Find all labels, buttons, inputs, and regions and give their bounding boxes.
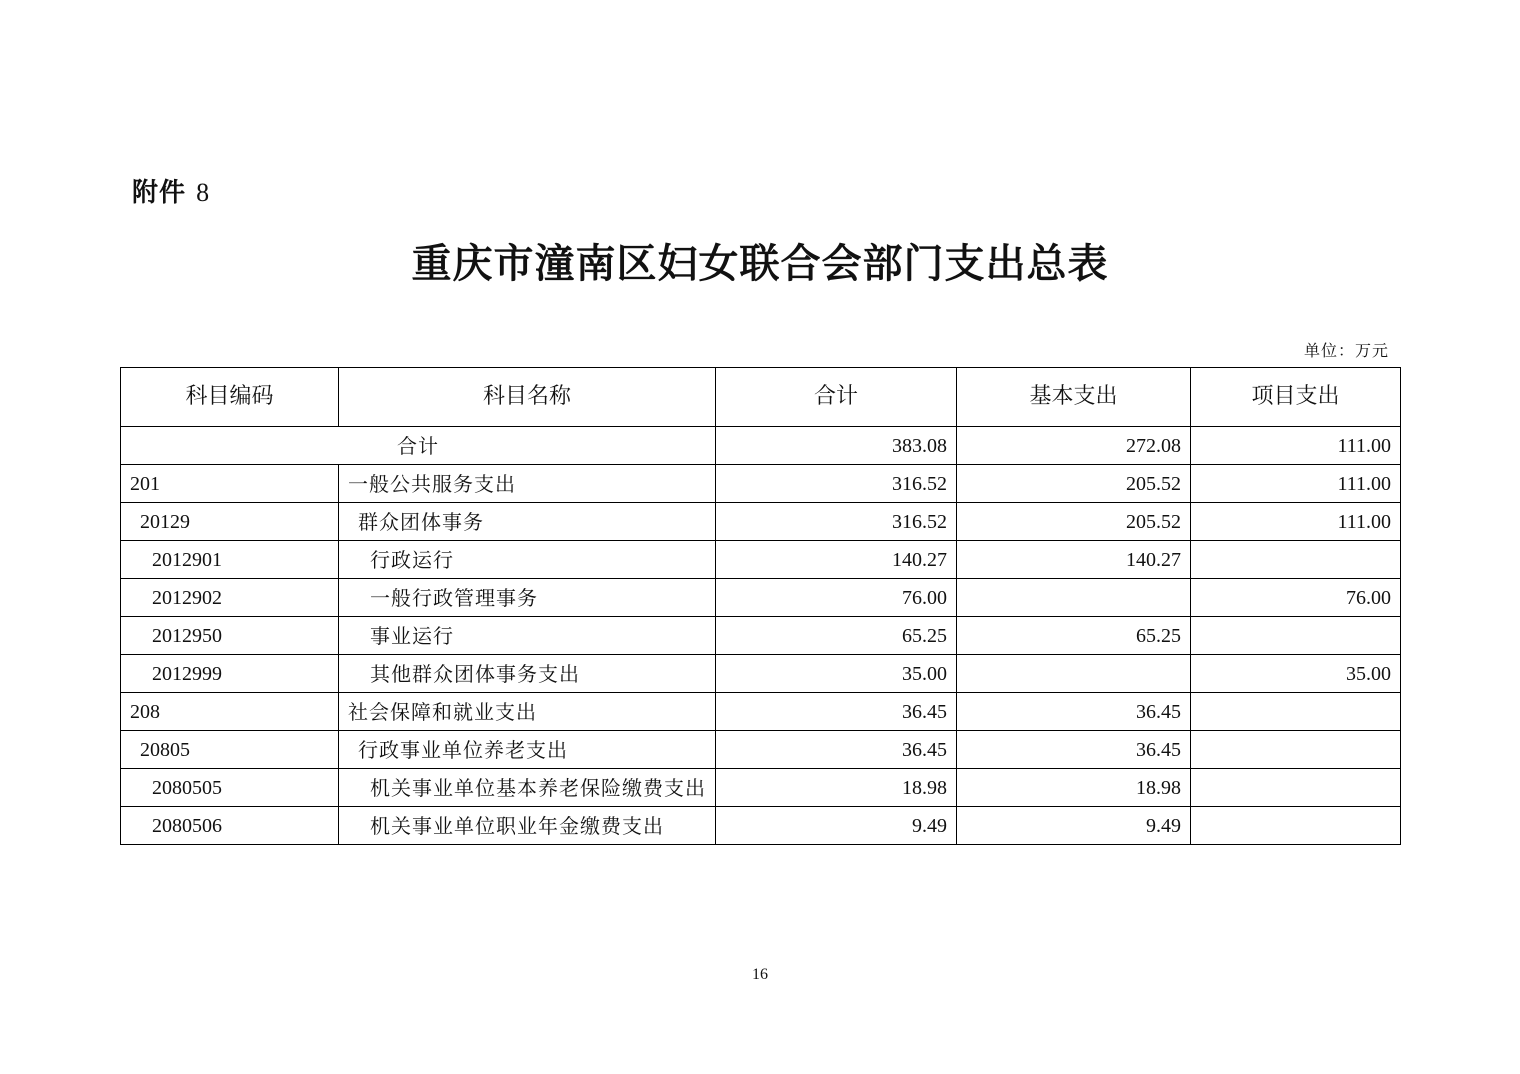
total-row [121,427,1401,465]
row-name: 机关事业单位职业年金缴费支出 [339,807,716,845]
row-name: 社会保障和就业支出 [339,693,716,731]
row-project [1191,693,1401,731]
expenditure-table [120,367,1401,845]
row-code: 2012950 [121,617,339,655]
row-project [1191,807,1401,845]
total-basic: 272.08 [957,427,1191,465]
row-name: 事业运行 [339,617,716,655]
row-total: 18.98 [716,769,957,807]
row-total: 316.52 [716,465,957,503]
row-basic: 140.27 [957,541,1191,579]
row-name: 行政运行 [339,541,716,579]
table-row [121,579,1401,617]
row-name: 其他群众团体事务支出 [339,655,716,693]
row-total: 35.00 [716,655,957,693]
row-total: 36.45 [716,731,957,769]
header-project: 项目支出 [1191,368,1401,427]
table-row [121,731,1401,769]
table-row [121,541,1401,579]
total-label: 合计 [121,427,716,465]
total-sum: 383.08 [716,427,957,465]
row-code: 2080505 [121,769,339,807]
row-code: 2080506 [121,807,339,845]
row-total: 9.49 [716,807,957,845]
row-basic [957,579,1191,617]
header-code: 科目编码 [121,368,339,427]
row-code: 2012999 [121,655,339,693]
table-row [121,503,1401,541]
page-number: 16 [752,966,768,983]
header-basic: 基本支出 [957,368,1191,427]
row-total: 65.25 [716,617,957,655]
row-total: 316.52 [716,503,957,541]
row-name: 一般公共服务支出 [339,465,716,503]
row-project [1191,731,1401,769]
row-name: 群众团体事务 [339,503,716,541]
attachment-number: 8 [196,178,211,207]
unit-label: 单位：万元 [1303,341,1389,360]
row-code: 20805 [121,731,339,769]
row-project [1191,617,1401,655]
header-total: 合计 [716,368,957,427]
row-total: 36.45 [716,693,957,731]
row-total: 76.00 [716,579,957,617]
row-basic: 18.98 [957,769,1191,807]
row-code: 208 [121,693,339,731]
row-project [1191,769,1401,807]
page-title: 重庆市潼南区妇女联合会部门支出总表 [411,240,1109,287]
attachment-label [132,172,210,209]
table-row [121,807,1401,845]
row-basic: 9.49 [957,807,1191,845]
row-project: 111.00 [1191,503,1401,541]
row-basic: 36.45 [957,693,1191,731]
table-row [121,617,1401,655]
attachment-text: 附件 [132,178,187,208]
row-project: 76.00 [1191,579,1401,617]
row-code: 2012901 [121,541,339,579]
row-basic: 205.52 [957,465,1191,503]
table-header-row [121,368,1401,427]
row-name: 行政事业单位养老支出 [339,731,716,769]
table-row [121,769,1401,807]
row-basic: 65.25 [957,617,1191,655]
row-total: 140.27 [716,541,957,579]
table-row [121,693,1401,731]
row-basic [957,655,1191,693]
row-name: 一般行政管理事务 [339,579,716,617]
row-basic: 36.45 [957,731,1191,769]
row-basic: 205.52 [957,503,1191,541]
row-code: 201 [121,465,339,503]
table-row [121,655,1401,693]
header-name: 科目名称 [339,368,716,427]
row-project: 35.00 [1191,655,1401,693]
row-project: 111.00 [1191,465,1401,503]
row-name: 机关事业单位基本养老保险缴费支出 [339,769,716,807]
row-code: 2012902 [121,579,339,617]
table-row [121,465,1401,503]
row-code: 20129 [121,503,339,541]
row-project [1191,541,1401,579]
total-project: 111.00 [1191,427,1401,465]
